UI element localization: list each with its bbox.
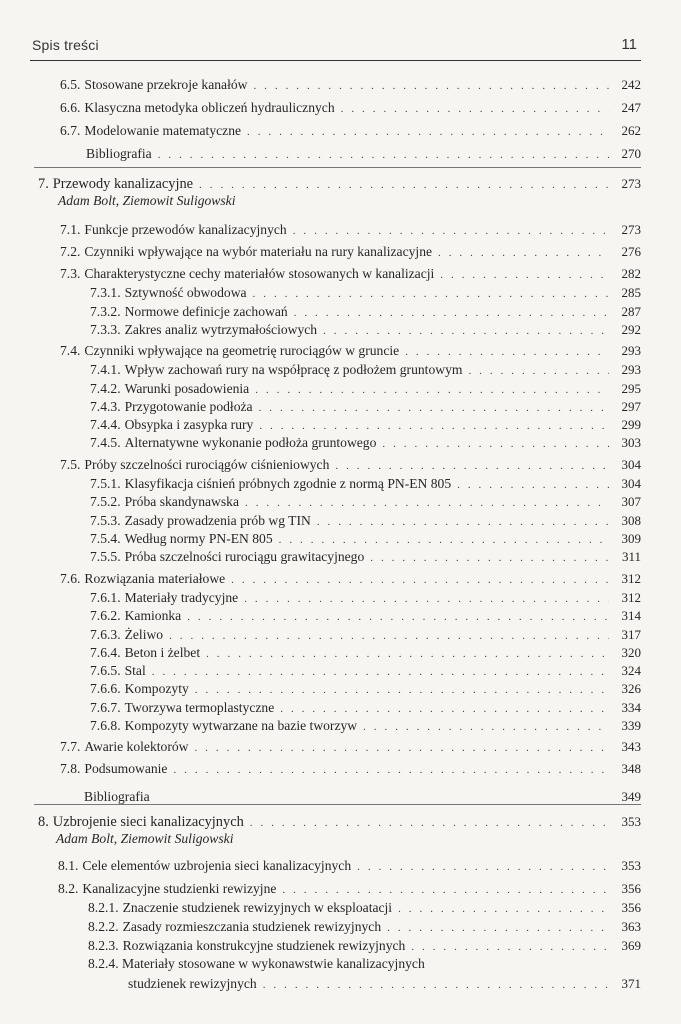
entry-number: 7.1. bbox=[60, 222, 81, 237]
entry-number: 8.2.3. bbox=[88, 938, 119, 953]
entry-page: 292 bbox=[621, 322, 641, 337]
entry-number: 7.3.3. bbox=[90, 322, 121, 337]
entry-page: 293 bbox=[621, 362, 641, 377]
toc-entry-bibliography bbox=[86, 145, 641, 164]
entry-page: 339 bbox=[621, 718, 641, 733]
entry-number: 7.4.5. bbox=[90, 435, 121, 450]
toc-subentry bbox=[88, 937, 641, 956]
chapter-title: Przewody kanalizacyjne bbox=[52, 176, 194, 192]
toc-subentry bbox=[90, 416, 641, 435]
toc-subentry bbox=[90, 380, 641, 399]
entry-number: 7.5.2. bbox=[90, 494, 121, 509]
entry-title: Stosowane przekroje kanałów bbox=[84, 77, 248, 92]
dot-leader bbox=[387, 919, 609, 937]
dot-leader bbox=[363, 718, 609, 736]
dot-leader bbox=[187, 608, 609, 626]
entry-page: 348 bbox=[621, 761, 641, 776]
entry-number: 7.4.4. bbox=[90, 417, 121, 432]
toc-entry bbox=[60, 456, 641, 475]
dot-leader bbox=[244, 590, 609, 608]
entry-title: Podsumowanie bbox=[84, 761, 168, 776]
dot-leader bbox=[323, 322, 609, 340]
entry-title: Stal bbox=[124, 663, 146, 678]
entry-page: 312 bbox=[621, 571, 641, 586]
entry-title: Funkcje przewodów kanalizacyjnych bbox=[84, 222, 287, 237]
entry-title: Kamionka bbox=[124, 608, 182, 623]
dot-leader bbox=[169, 627, 609, 645]
entry-page: 356 bbox=[621, 881, 641, 896]
entry-page: 334 bbox=[621, 700, 641, 715]
entry-number: 8.2.4. bbox=[88, 956, 119, 971]
entry-number: 7.3.1. bbox=[90, 285, 121, 300]
entry-page: 293 bbox=[621, 343, 641, 358]
entry-page: 371 bbox=[621, 976, 641, 991]
entry-number: 7.5.5. bbox=[90, 549, 121, 564]
entry-title: Tworzywa termoplastyczne bbox=[124, 700, 275, 715]
toc-subentry bbox=[90, 321, 641, 340]
toc-subentry bbox=[88, 918, 641, 937]
toc-entry bbox=[60, 76, 641, 95]
entry-title: Alternatywne wykonanie podłoża gruntowego bbox=[124, 435, 377, 450]
toc-subentry bbox=[90, 434, 641, 453]
entry-title: Modelowanie matematyczne bbox=[84, 123, 242, 138]
dot-leader bbox=[259, 417, 609, 435]
toc-entry bbox=[60, 342, 641, 361]
toc-entry bbox=[60, 738, 641, 757]
dot-leader bbox=[457, 476, 609, 494]
entry-number: 8.1. bbox=[58, 858, 79, 873]
entry-number: 7.4.1. bbox=[90, 362, 121, 377]
dot-leader bbox=[440, 266, 609, 284]
entry-number: 7.6.3. bbox=[90, 627, 121, 642]
toc-subentry bbox=[90, 398, 641, 417]
dot-leader bbox=[438, 244, 609, 262]
entry-title: Materiały stosowane w wykonawstwie kanalizacyjnych bbox=[122, 956, 425, 971]
dot-leader bbox=[293, 222, 609, 240]
dot-leader bbox=[282, 881, 609, 899]
entry-page: 353 bbox=[621, 858, 641, 873]
toc-subentry bbox=[90, 589, 641, 608]
toc-subentry bbox=[90, 284, 641, 303]
entry-number: 7.4. bbox=[60, 343, 81, 358]
entry-title: Obsypka i zasypka rury bbox=[124, 417, 254, 432]
entry-number: 7.4.3. bbox=[90, 399, 121, 414]
entry-title: Kompozyty wytwarzane na bazie tworzyw bbox=[124, 718, 358, 733]
dot-leader bbox=[173, 761, 609, 779]
toc-subentry bbox=[90, 662, 641, 681]
toc-subentry bbox=[90, 493, 641, 512]
entry-title: Wpływ zachowań rury na współpracę z podłożem gruntowym bbox=[124, 362, 463, 377]
entry-number: 7.5.1. bbox=[90, 476, 121, 491]
entry-title: Według normy PN-EN 805 bbox=[124, 531, 273, 546]
entry-number: 8.2.2. bbox=[88, 919, 119, 934]
dot-leader bbox=[152, 663, 609, 681]
entry-title: Próba skandynawska bbox=[124, 494, 239, 509]
entry-number: 7.7. bbox=[60, 739, 81, 754]
entry-title: Normowe definicje zachowań bbox=[124, 304, 288, 319]
chapter-number: 8. bbox=[38, 814, 49, 830]
dot-leader bbox=[158, 146, 609, 164]
dot-leader bbox=[280, 700, 609, 718]
dot-leader bbox=[317, 513, 609, 531]
entry-title: Materiały tradycyjne bbox=[124, 590, 239, 605]
entry-number: 7.6.4. bbox=[90, 645, 121, 660]
header-page-number: 11 bbox=[621, 36, 637, 53]
toc-chapter bbox=[38, 175, 641, 194]
entry-title: Próba szczelności rurociągu grawitacyjnego bbox=[124, 549, 365, 564]
entry-page: 307 bbox=[621, 494, 641, 509]
dot-leader bbox=[206, 645, 609, 663]
entry-number: 7.5.4. bbox=[90, 531, 121, 546]
entry-title: Rozwiązania materiałowe bbox=[84, 571, 226, 586]
chapter-page: 353 bbox=[621, 814, 641, 829]
entry-title: Zasady prowadzenia prób wg TIN bbox=[124, 513, 311, 528]
entry-title: Awarie kolektorów bbox=[84, 739, 189, 754]
entry-title: Charakterystyczne cechy materiałów stosowanych w kanalizacji bbox=[84, 266, 435, 281]
toc-subentry bbox=[90, 530, 641, 549]
entry-page: 303 bbox=[621, 435, 641, 450]
entry-number: 7.4.2. bbox=[90, 381, 121, 396]
entry-page: 309 bbox=[621, 531, 641, 546]
dot-leader bbox=[294, 304, 609, 322]
entry-page: 311 bbox=[621, 549, 641, 564]
entry-page: 276 bbox=[621, 244, 641, 259]
entry-title: Klasyfikacja ciśnień próbnych zgodnie z normą PN-EN 805 bbox=[124, 476, 452, 491]
entry-number: 7.6.5. bbox=[90, 663, 121, 678]
toc-entry bbox=[60, 265, 641, 284]
toc-subentry bbox=[90, 361, 641, 380]
entry-number: 7.2. bbox=[60, 244, 81, 259]
toc-entry bbox=[60, 760, 641, 779]
dot-leader bbox=[255, 381, 609, 399]
separator-line bbox=[34, 804, 641, 805]
entry-number: 7.6.2. bbox=[90, 608, 121, 623]
toc-entry-bibliography bbox=[84, 780, 641, 807]
entry-page: 299 bbox=[621, 417, 641, 432]
entry-title: Żeliwo bbox=[124, 627, 164, 642]
dot-leader bbox=[231, 571, 609, 589]
dot-leader bbox=[411, 938, 609, 956]
dot-leader bbox=[195, 681, 609, 699]
toc-subentry bbox=[90, 717, 641, 736]
entry-page: 273 bbox=[621, 222, 641, 237]
entry-title: Zasady rozmieszczania studzienek rewizyjnych bbox=[122, 919, 382, 934]
entry-title: Czynniki wpływające na wybór materiału na rury kanalizacyjne bbox=[84, 244, 433, 259]
entry-number: 6.7. bbox=[60, 123, 81, 138]
entry-title: Czynniki wpływające na geometrię rurociągów w gruncie bbox=[84, 343, 400, 358]
dot-leader bbox=[398, 900, 609, 918]
entry-title: Próby szczelności rurociągów ciśnieniowych bbox=[84, 457, 330, 472]
entry-number: 7.5. bbox=[60, 457, 81, 472]
entry-number: 7.6. bbox=[60, 571, 81, 586]
entry-page: 304 bbox=[621, 476, 641, 491]
entry-page: 304 bbox=[621, 457, 641, 472]
entry-page: 320 bbox=[621, 645, 641, 660]
dot-leader bbox=[245, 494, 609, 512]
entry-page: 363 bbox=[621, 919, 641, 934]
toc-subentry bbox=[90, 303, 641, 322]
entry-page: 270 bbox=[621, 146, 641, 161]
entry-number: 8.2. bbox=[58, 881, 79, 896]
toc-entry bbox=[60, 122, 641, 141]
entry-page: 312 bbox=[621, 590, 641, 605]
dot-leader bbox=[247, 123, 609, 141]
toc-entry bbox=[60, 243, 641, 262]
entry-page: 369 bbox=[621, 938, 641, 953]
entry-title: Cele elementów uzbrojenia sieci kanalizacyjnych bbox=[82, 858, 352, 873]
entry-page: 317 bbox=[621, 627, 641, 642]
dot-leader bbox=[468, 362, 609, 380]
chapter-title: Uzbrojenie sieci kanalizacyjnych bbox=[52, 814, 244, 830]
entry-title: Beton i żelbet bbox=[124, 645, 201, 660]
entry-page: 287 bbox=[621, 304, 641, 319]
chapter-number: 7. bbox=[38, 176, 49, 192]
entry-number: 6.5. bbox=[60, 77, 81, 92]
entry-title: Bibliografia bbox=[86, 146, 152, 161]
entry-title: Sztywność obwodowa bbox=[124, 285, 247, 300]
toc-subentry bbox=[90, 680, 641, 699]
dot-leader bbox=[259, 399, 609, 417]
running-header bbox=[30, 34, 641, 61]
entry-number: 7.6.8. bbox=[90, 718, 121, 733]
separator-line bbox=[34, 167, 641, 168]
toc-subentry bbox=[90, 626, 641, 645]
dot-leader bbox=[357, 858, 609, 876]
dot-leader bbox=[335, 457, 609, 475]
dot-leader bbox=[194, 739, 609, 757]
toc-subentry bbox=[90, 607, 641, 626]
dot-leader bbox=[341, 100, 609, 118]
toc-entry bbox=[60, 570, 641, 589]
entry-title: Klasyczna metodyka obliczeń hydraulicznych bbox=[84, 100, 335, 115]
dot-leader bbox=[263, 976, 609, 994]
entry-title: Zakres analiz wytrzymałościowych bbox=[124, 322, 318, 337]
entry-number: 7.8. bbox=[60, 761, 81, 776]
entry-page: 356 bbox=[621, 900, 641, 915]
entry-page: 295 bbox=[621, 381, 641, 396]
entry-page: 297 bbox=[621, 399, 641, 414]
chapter-authors: Adam Bolt, Ziemowit Suligowski bbox=[58, 193, 236, 208]
toc-chapter bbox=[38, 813, 641, 832]
entry-number: 7.5.3. bbox=[90, 513, 121, 528]
dot-leader bbox=[250, 814, 609, 832]
dot-leader bbox=[253, 285, 609, 303]
entry-title: Kanalizacyjne studzienki rewizyjne bbox=[82, 881, 277, 896]
dot-leader bbox=[382, 435, 609, 453]
toc-entry bbox=[60, 221, 641, 240]
toc-subentry-line2 bbox=[128, 975, 641, 994]
entry-title-continued: studzienek rewizyjnych bbox=[128, 976, 257, 991]
entry-number: 7.3. bbox=[60, 266, 81, 281]
entry-number: 7.6.6. bbox=[90, 681, 121, 696]
toc-subentry bbox=[90, 475, 641, 494]
dot-leader bbox=[405, 343, 609, 361]
toc-subentry bbox=[90, 644, 641, 663]
toc-subentry bbox=[90, 548, 641, 567]
header-title: Spis treści bbox=[32, 37, 99, 53]
dot-leader bbox=[279, 531, 609, 549]
entry-title: Kompozyty bbox=[124, 681, 189, 696]
entry-page: 242 bbox=[621, 77, 641, 92]
toc-entry bbox=[58, 857, 641, 876]
dot-leader bbox=[199, 176, 609, 194]
chapter-authors: Adam Bolt, Ziemowit Suligowski bbox=[56, 831, 234, 846]
toc-subentry bbox=[90, 512, 641, 531]
entry-page: 314 bbox=[621, 608, 641, 623]
entry-number: 7.3.2. bbox=[90, 304, 121, 319]
toc-subentry bbox=[88, 899, 641, 918]
toc-entry bbox=[60, 99, 641, 118]
entry-page: 247 bbox=[621, 100, 641, 115]
entry-page: 285 bbox=[621, 285, 641, 300]
entry-page: 262 bbox=[621, 123, 641, 138]
entry-title: Warunki posadowienia bbox=[124, 381, 250, 396]
dot-leader bbox=[253, 77, 609, 95]
entry-page: 308 bbox=[621, 513, 641, 528]
chapter-page: 273 bbox=[621, 176, 641, 191]
entry-number: 6.6. bbox=[60, 100, 81, 115]
entry-title: Rozwiązania konstrukcyjne studzienek rewizyjnych bbox=[122, 938, 406, 953]
entry-page: 324 bbox=[621, 663, 641, 678]
entry-title: Znaczenie studzienek rewizyjnych w eksploatacji bbox=[122, 900, 393, 915]
entry-title: Przygotowanie podłoża bbox=[124, 399, 253, 414]
entry-page: 349 bbox=[621, 789, 641, 804]
entry-number: 7.6.1. bbox=[90, 590, 121, 605]
toc-entry bbox=[58, 880, 641, 899]
entry-title: Bibliografia bbox=[84, 789, 150, 804]
toc-subentry-line1 bbox=[88, 956, 425, 972]
dot-leader bbox=[370, 549, 609, 567]
entry-page: 282 bbox=[621, 266, 641, 281]
entry-number: 8.2.1. bbox=[88, 900, 119, 915]
entry-page: 343 bbox=[621, 739, 641, 754]
entry-number: 7.6.7. bbox=[90, 700, 121, 715]
entry-page: 326 bbox=[621, 681, 641, 696]
toc-subentry bbox=[90, 699, 641, 718]
